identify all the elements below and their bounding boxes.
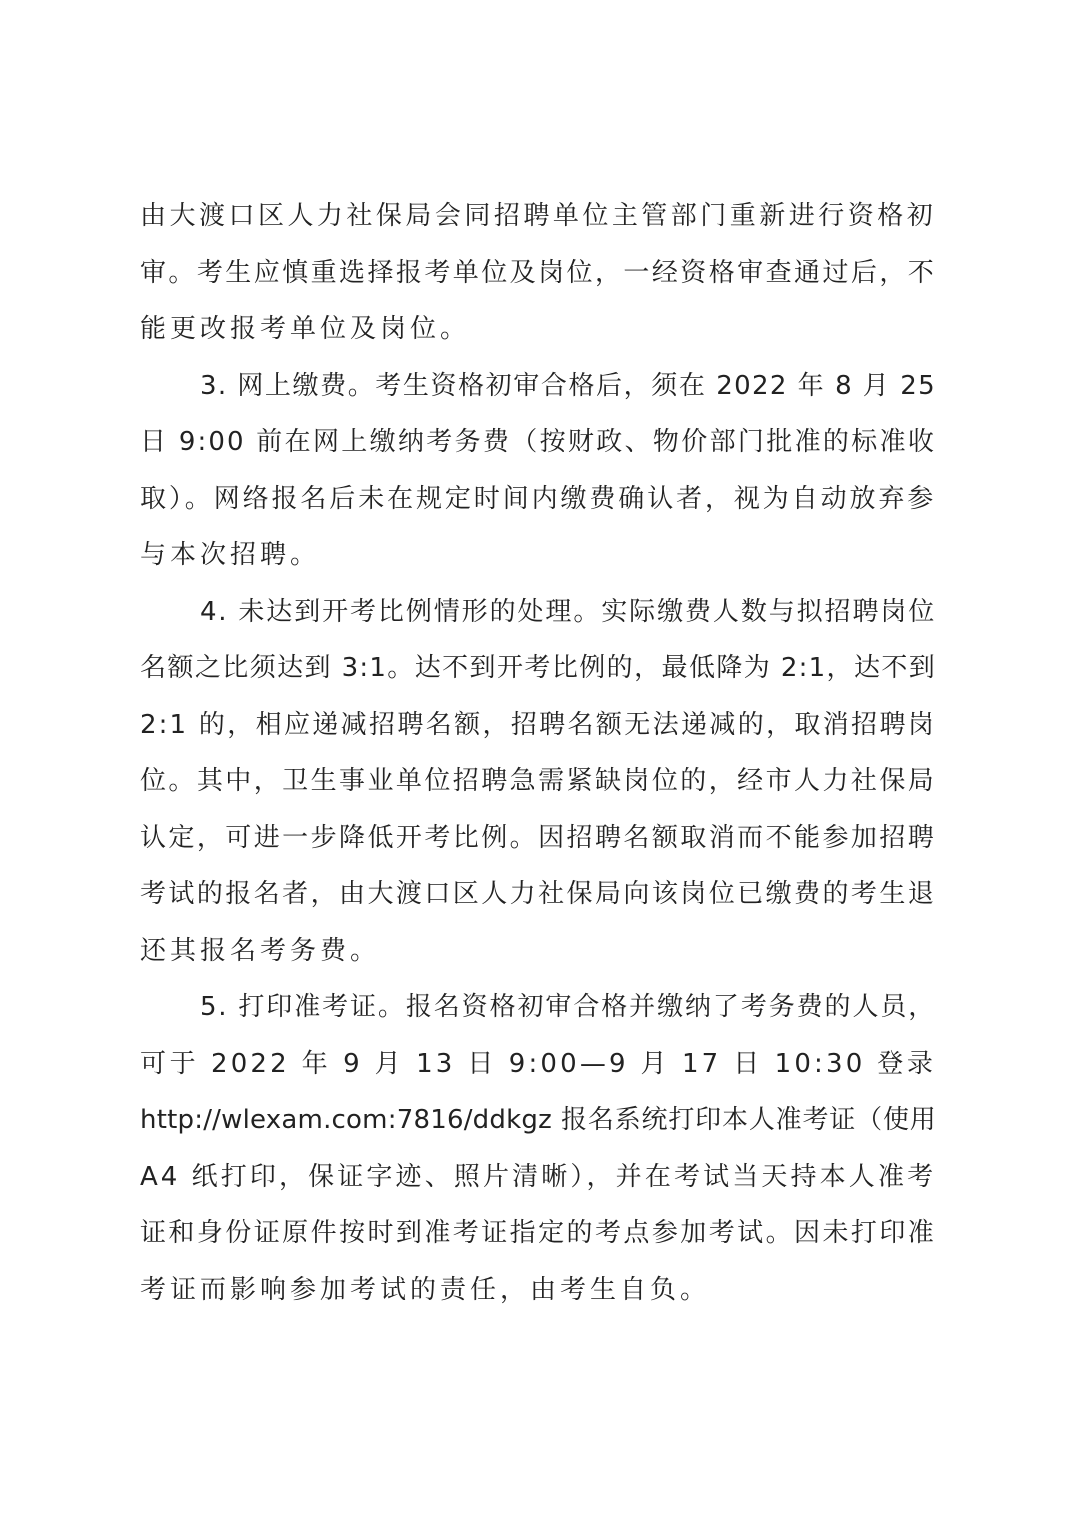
document-body <box>140 188 936 1318</box>
text-line: 可于 2022 年 9 月 13 日 9:00—9 月 17 日 10:30 登录 <box>140 1048 936 1079</box>
text-line: 证和身份证原件按时到准考证指定的考点参加考试。因未打印准 <box>140 1218 936 1248</box>
text-line: 5. 打印准考证。报名资格初审合格并缴纳了考务费的人员， <box>200 992 936 1022</box>
text-line: 认定，可进一步降低开考比例。因招聘名额取消而不能参加招聘 <box>140 822 936 853</box>
paragraph-continuation <box>140 188 936 358</box>
text-line: 取）。网络报名后未在规定时间内缴费确认者，视为自动放弃参 <box>140 483 936 514</box>
text-line: 日 9:00 前在网上缴纳考务费（按财政、物价部门批准的标准收 <box>140 427 936 457</box>
text-line: 2:1 的，相应递减招聘名额，招聘名额无法递减的，取消招聘岗 <box>140 709 936 740</box>
text-line: 与本次招聘。 <box>140 540 321 570</box>
text-line: 名额之比须达到 3:1。达不到开考比例的，最低降为 2:1，达不到 <box>140 653 936 683</box>
text-line: A4 纸打印，保证字迹、照片清晰），并在考试当天持本人准考 <box>140 1161 936 1192</box>
text-line: 由大渡口区人力社保局会同招聘单位主管部门重新进行资格初 <box>140 201 936 231</box>
text-line: 审。考生应慎重选择报考单位及岗位，一经资格审查通过后，不 <box>140 257 936 288</box>
text-line: 考试的报名者，由大渡口区人力社保局向该岗位已缴费的考生退 <box>140 879 936 909</box>
text-line: 考证而影响参加考试的责任，由考生自负。 <box>140 1274 711 1305</box>
text-line: 能更改报考单位及岗位。 <box>140 314 471 344</box>
text-line: 4. 未达到开考比例情形的处理。实际缴费人数与拟招聘岗位 <box>200 596 936 627</box>
text-line-with-url: http://wlexam.com:7816/ddkgz 报名系统打印本人准考证（使用 <box>140 1105 936 1135</box>
text-line: 位。其中，卫生事业单位招聘急需紧缺岗位的，经市人力社保局 <box>140 766 936 796</box>
text-line: 3. 网上缴费。考生资格初审合格后，须在 2022 年 8 月 25 <box>200 370 936 401</box>
text-line: 还其报名考务费。 <box>140 935 381 966</box>
paragraph-exam-ratio <box>140 584 936 980</box>
paragraph-online-payment <box>140 358 936 584</box>
paragraph-admission-ticket <box>140 979 936 1318</box>
